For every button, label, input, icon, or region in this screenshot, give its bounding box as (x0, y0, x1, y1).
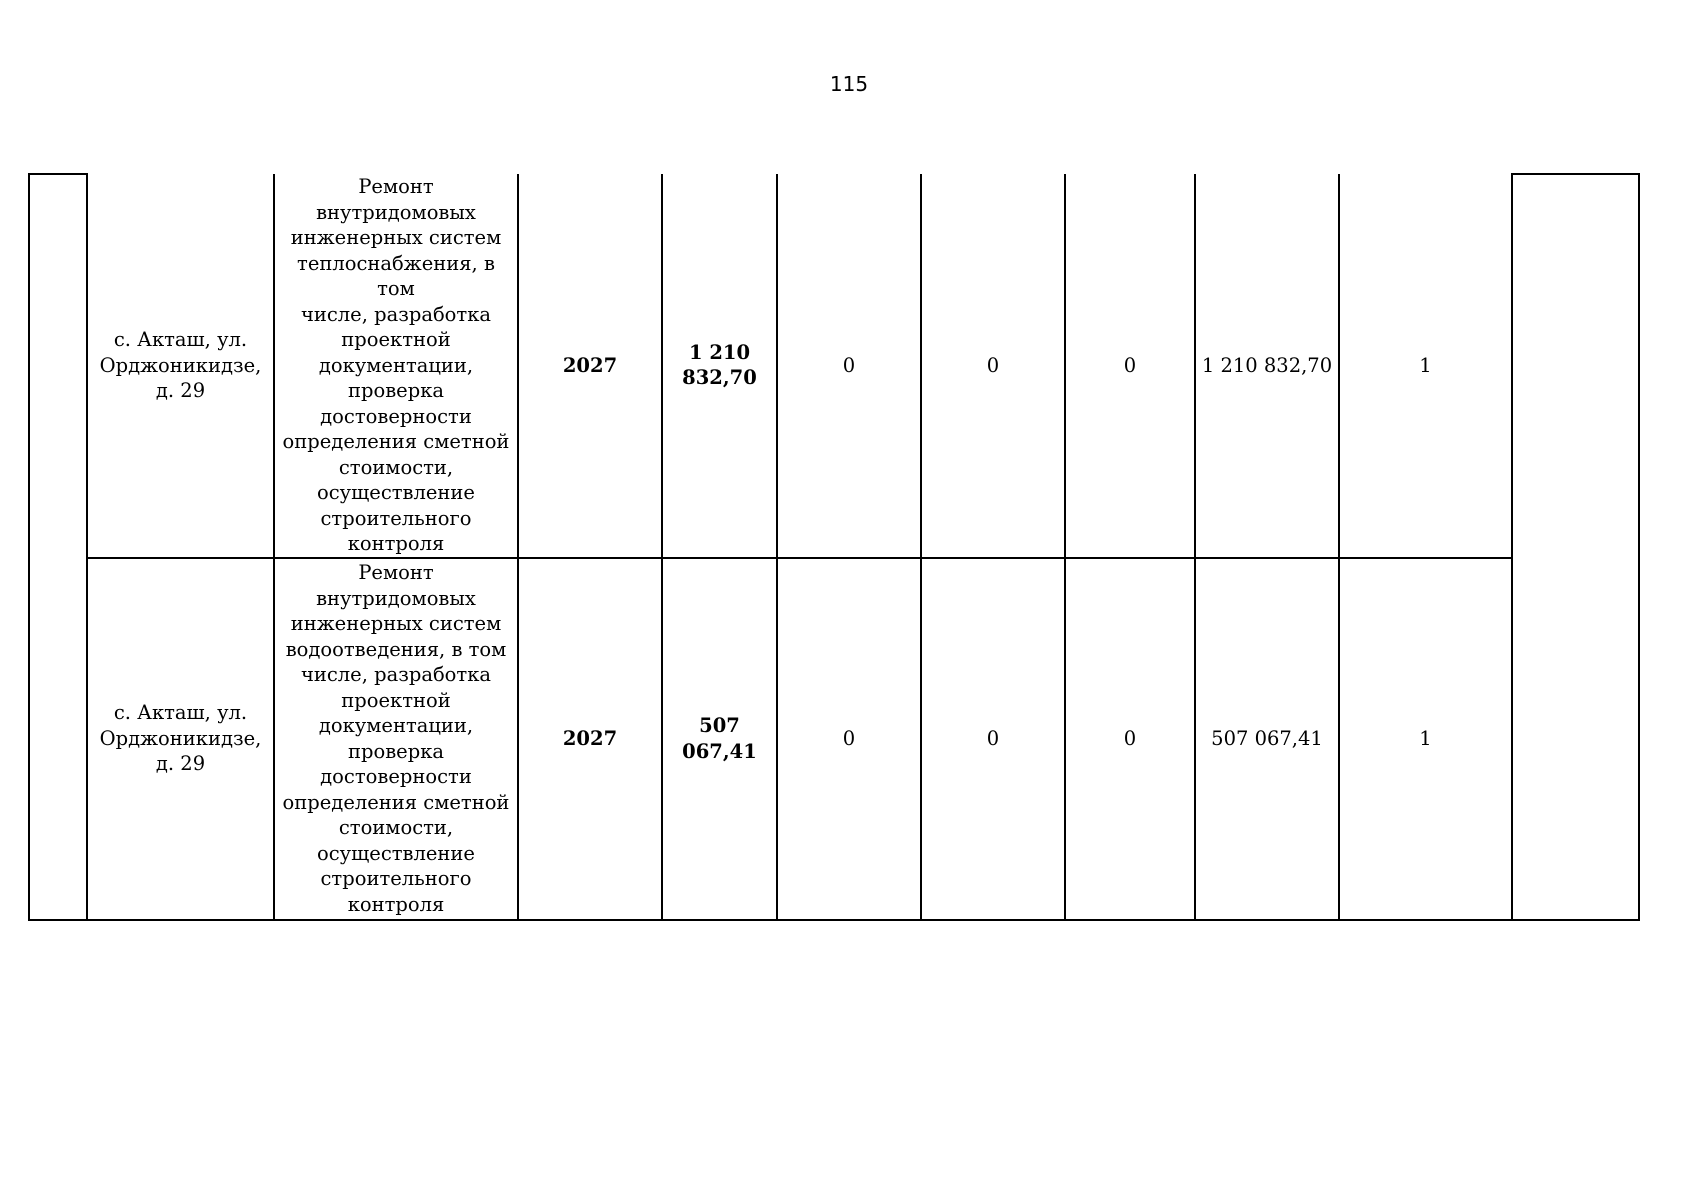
table-row (29, 174, 1639, 558)
work-type-cell: Ремонт внутридомовых инженерных систем водоотведения, в том числе, разработка проектной документации, проверка достоверности определения сметной стоимости, осуществление строительного контроля (274, 558, 518, 920)
address-cell: с. Акташ, ул. Орджоникидзе, д. 29 (87, 174, 274, 558)
funding-cell-3: 0 (1065, 558, 1195, 920)
row-number-cell (29, 174, 87, 920)
funding-cell-2: 0 (921, 174, 1065, 558)
count-cell: 1 (1339, 174, 1512, 558)
funding-cell-3: 0 (1065, 174, 1195, 558)
year-cell: 2027 (518, 174, 662, 558)
table-row (29, 558, 1639, 920)
funding-cell-1: 0 (777, 558, 921, 920)
owners-funds-cell: 1 210 832,70 (1195, 174, 1339, 558)
page-number: 115 (829, 72, 869, 96)
funding-cell-2: 0 (921, 558, 1065, 920)
capital-repair-table-container (28, 173, 1638, 916)
year-cell: 2027 (518, 558, 662, 920)
total-cost-cell: 1 210 832,70 (662, 174, 777, 558)
work-type-cell: Ремонт внутридомовых инженерных систем теплоснабжения, в том числе, разработка проектной документации, проверка достоверности определения сметной стоимости, осуществление строительного контроля (274, 174, 518, 558)
capital-repair-table (28, 173, 1640, 921)
address-cell: с. Акташ, ул. Орджоникидзе, д. 29 (87, 558, 274, 920)
count-cell: 1 (1339, 558, 1512, 920)
funding-cell-1: 0 (777, 174, 921, 558)
owners-funds-cell: 507 067,41 (1195, 558, 1339, 920)
empty-right-cell (1512, 174, 1639, 920)
total-cost-cell: 507 067,41 (662, 558, 777, 920)
